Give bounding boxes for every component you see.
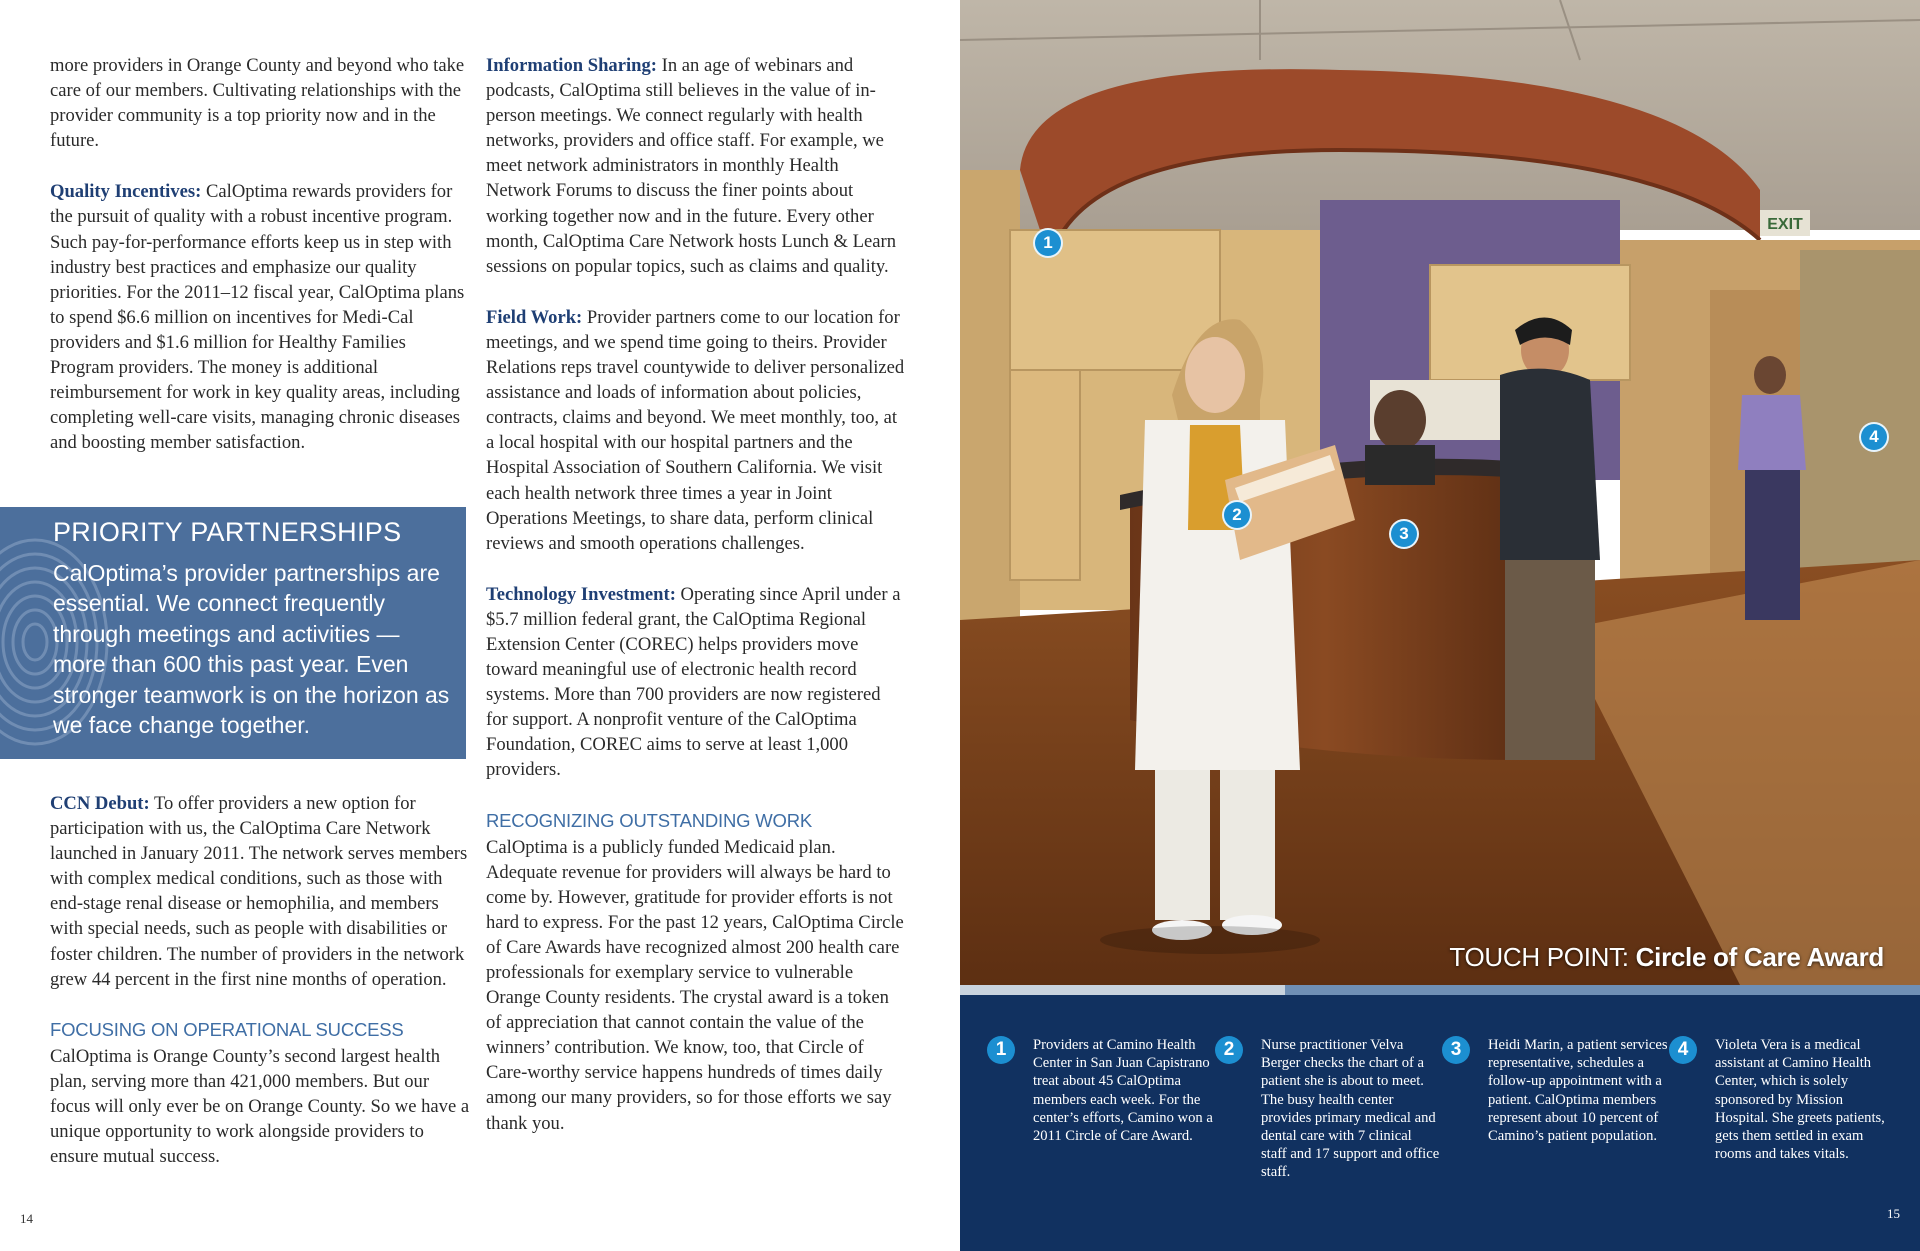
caption-4-text: Violeta Vera is a medical assistant at Camino Health Center, which is solely sponsored by Mission Hospital. She greets patients, gets them settled in exam rooms and takes vitals.: [1715, 1037, 1885, 1163]
touch-point-label: TOUCH POINT:: [1449, 942, 1629, 972]
ccn-text: To offer providers a new option for participation with us, the CalOptima Care Network launched in January 2011. The network serves members with complex medical conditions, such as those with end-stage renal disease or hemophilia, and members with special needs, such as people with disabilities or foster children. The number of providers in the network grew 44 percent in the first nine months of operation.: [50, 793, 468, 990]
photo-marker-2: 2: [1222, 500, 1252, 530]
ccn-paragraph: [50, 791, 470, 992]
callout-title: PRIORITY PARTNERSHIPS: [53, 517, 402, 547]
technology-text: Operating since April under a $5.7 million federal grant, the CalOptima Regional Extension Center (COREC) helps providers move toward meaningful use of electronic health record systems. More than 700 providers are now registered for support. A nonprofit venture of the CalOptima Foundation, COREC aims to serve at least 1,000 providers.: [486, 583, 901, 781]
recognizing-heading: RECOGNIZING OUTSTANDING WORK: [486, 809, 813, 831]
touch-point-title: [1449, 942, 1884, 973]
page-number-left: 14: [20, 1211, 33, 1226]
caption-1-number: 1: [987, 1036, 1015, 1064]
recognizing-paragraph: CalOptima is a publicly funded Medicaid plan. Adequate revenue for providers will always be hard to come by. However, gratitude for provider efforts is not hard to express. For the past 12 years, CalOptima Circle of Care Awards have recognized almost 200 health care professionals for exemplary service to vulnerable Orange County residents. The crystal award is a token of appreciation that cannot contain the value of the winners’ contribution. We know, too, that Circle of Care-worthy service happens hundreds of times daily among our many providers, so for those efforts we say thank you.: [486, 836, 904, 1134]
caption-2-text: Nurse practitioner Velva Berger checks the chart of a patient she is about to meet. The busy health center provides primary medical and dental care with 7 clinical staff and 17 support and office staff.: [1261, 1037, 1440, 1181]
info-sharing-paragraph: [486, 53, 906, 279]
field-work-paragraph: [486, 305, 906, 556]
left-column: [50, 53, 470, 481]
field-work-text: Provider partners come to our location for meetings, and we spend time going to theirs. Provider Relations reps travel countywide to deliver personalized assistance and loads of information about policies, contracts, claims and beyond. We meet monthly, too, at a local hospital with our hospital partners and the Hospital Association of Southern California. We visit each health network three times a year in Joint Operations Meetings, to share data, perform clinical reviews and smooth operations challenges.: [486, 306, 905, 554]
caption-2-number: 2: [1215, 1036, 1243, 1064]
caption-panel: [960, 995, 1920, 1251]
operational-paragraph: CalOptima is Orange County’s second largest health plan, serving more than 421,000 members. But our focus will only ever be on Orange County. So we have a unique opportunity to work alongside providers to ensure mutual success.: [50, 1045, 470, 1168]
middle-column: [486, 53, 906, 1162]
quality-text: CalOptima rewards providers for the pursuit of quality with a robust incentive program. Such pay-for-performance efforts keep us in step with industry best practices and emphasize our quality priorities. For the 2011–12 fiscal year, CalOptima plans to spend $6.6 million on incentives for Medi-Cal providers and $1.6 million for Healthy Families Program providers. The money is additional reimbursement for work in key quality areas, including completing well-care visits, managing chronic diseases and boosting member satisfaction.: [50, 181, 465, 454]
priority-partnerships-callout: [0, 507, 466, 759]
clinic-scene: [960, 0, 1920, 985]
caption-4-number: 4: [1669, 1036, 1697, 1064]
clinic-photo: [960, 0, 1920, 985]
info-sharing-text: In an age of webinars and podcasts, CalOptima still believes in the value of in-person meetings. We connect regularly with health networks, providers and office staff. For example, we meet network administrators in monthly Health Network Forums to discuss the finer points about working together now and in the future. Every other month, CalOptima Care Network hosts Lunch & Learn sessions on popular topics, such as claims and quality.: [486, 55, 897, 277]
technology-paragraph: [486, 582, 906, 783]
exit-sign: EXIT: [1767, 216, 1803, 233]
callout-text: CalOptima’s provider partnerships are essential. We connect frequently through meetings and activities — more than 600 this past year. Even stronger teamwork is on the horizon as we face change together.: [53, 560, 450, 739]
photo-marker-4: 4: [1859, 422, 1889, 452]
photo-marker-1: 1: [1033, 228, 1063, 258]
ccn-lead: CCN Debut:: [50, 793, 150, 814]
caption-3-text: Heidi Marin, a patient services representative, schedules a follow-up appointment with a patient. CalOptima members represent about 10 percent of Camino’s patient population.: [1488, 1037, 1668, 1145]
touch-point-award: Circle of Care Award: [1635, 942, 1884, 972]
divider-segment: [1285, 985, 1920, 995]
caption-1-text: Providers at Camino Health Center in San Juan Capistrano treat about 45 CalOptima members each week. For the center’s efforts, Camino won a 2011 Circle of Care Award.: [1033, 1037, 1213, 1145]
info-sharing-lead: Information Sharing:: [486, 55, 657, 76]
intro-paragraph: more providers in Orange County and beyond who take care of our members. Cultivating relationships with the provider community is a top priority now and in the future.: [50, 55, 465, 152]
photo-divider-strip: [960, 985, 1920, 995]
left-column-lower: [50, 791, 470, 1195]
technology-lead: Technology Investment:: [486, 583, 676, 605]
operational-heading: FOCUSING ON OPERATIONAL SUCCESS: [50, 1018, 404, 1040]
photo-marker-3: 3: [1389, 519, 1419, 549]
quality-paragraph: [50, 179, 470, 455]
page-number-right: 15: [1887, 1206, 1900, 1221]
caption-3-number: 3: [1442, 1036, 1470, 1064]
quality-lead: Quality Incentives:: [50, 181, 202, 203]
field-work-lead: Field Work:: [486, 306, 583, 328]
